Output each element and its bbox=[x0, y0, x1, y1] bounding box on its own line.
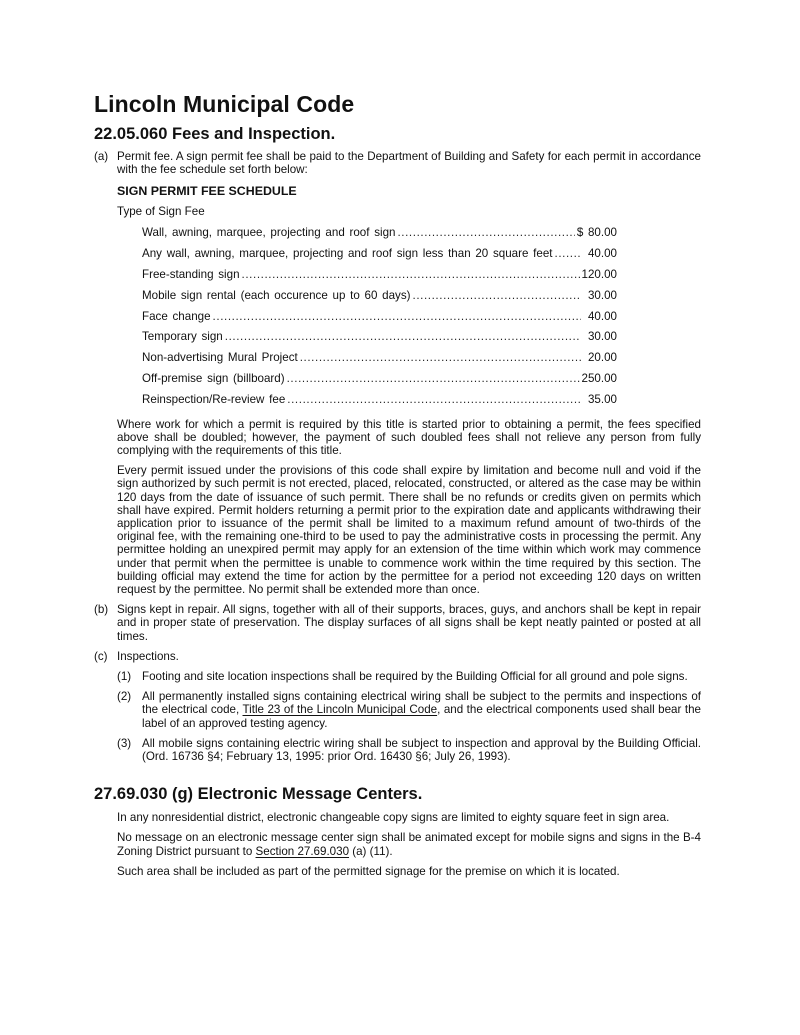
fee-row bbox=[142, 393, 617, 414]
fee-row bbox=[142, 289, 617, 310]
fee-amount: 120.00 bbox=[581, 268, 617, 281]
fee-label: Wall, awning, marquee, projecting and roof sign bbox=[142, 226, 396, 240]
fee-row bbox=[142, 351, 617, 372]
dot-leader bbox=[287, 372, 580, 386]
link-section-27-69-030[interactable]: Section 27.69.030 bbox=[255, 844, 350, 858]
dot-leader bbox=[287, 393, 581, 407]
sub-item-text-before: All permanently installed signs containing electrical wiring shall be subject to the permits and inspections of the electrical code, bbox=[142, 690, 701, 717]
fee-row bbox=[142, 310, 617, 331]
fee-schedule-table bbox=[142, 226, 617, 413]
item-a-permit-fee bbox=[94, 150, 701, 176]
fee-amount: 250.00 bbox=[581, 371, 617, 385]
dot-leader bbox=[300, 351, 581, 365]
fee-amount: 30.00 bbox=[587, 288, 617, 302]
sub-item-3 bbox=[117, 737, 701, 763]
sub-item-text: All mobile signs containing electric wiring shall be subject to inspection and approval by the Building Official. (Ord. 16736 §4; February 13, 1995: prior Ord. 16430 §6; July 26, 1993). bbox=[142, 736, 701, 764]
item-text: Permit fee. A sign permit fee shall be paid to the Department of Building and Safety for each permit in accordance with the fee schedule set forth below: bbox=[117, 150, 701, 177]
paragraph-permit-expiry: Every permit issued under the provisions of this code shall expire by limitation and become null and void if the sign authorized by such permit is not erected, placed, relocated, constructed, or altered as the case may be within 120 days from the date of issuance of such permit. There shall be no refunds or credits given on permits which shall have expired. Permit holders returning a permit prior to the expiration date and applicants withdrawing their application prior to issuance of the permit shall be limited to a maximum refund amount of two-thirds of the original fee, with the remaining one-third to be used to pay the administrative costs in processing the permit. Any permittee holding an unexpired permit may apply for an extension of the time within which work may commence under that permit when the permittee is unable to commence work within the time required by this section. The building official may extend the time for action by the permittee for a period not exceeding 120 days on written request by the permittee. No permit shall be extended more than once. bbox=[117, 464, 701, 597]
sub-item-1 bbox=[117, 670, 701, 683]
fee-label: Non-advertising Mural Project bbox=[142, 351, 298, 365]
fee-label: Reinspection/Re-review fee bbox=[142, 392, 286, 406]
item-marker: (c) bbox=[94, 649, 108, 663]
dot-leader bbox=[413, 289, 582, 303]
fee-label: Mobile sign rental (each occurence up to 60 days) bbox=[142, 288, 411, 302]
fee-amount: 40.00 bbox=[587, 309, 617, 323]
sub-item-marker: (2) bbox=[117, 690, 132, 704]
fee-amount: $ 80.00 bbox=[576, 226, 617, 240]
paragraph-sign-area-limit: In any nonresidential district, electronic changeable copy signs are limited to eighty square feet in sign area. bbox=[117, 811, 670, 825]
link-title-23[interactable]: Title 23 of the Lincoln Municipal Code bbox=[242, 703, 438, 717]
fee-label: Free-standing sign bbox=[142, 268, 240, 281]
item-b-signs-repair bbox=[94, 603, 701, 643]
document-page bbox=[94, 90, 701, 878]
fee-row bbox=[142, 330, 617, 351]
fee-schedule-title: SIGN PERMIT FEE SCHEDULE bbox=[117, 184, 297, 199]
sub-item-marker: (3) bbox=[117, 736, 132, 750]
para-text-before: No message on an electronic message center sign shall be animated except for mobile signs and signs in the B-4 Zoning District pursuant to bbox=[117, 831, 701, 858]
sub-item-text-after: , and the electrical components used shall bear the label of an approved testing agency. bbox=[142, 703, 701, 730]
fee-amount: 40.00 bbox=[587, 247, 617, 261]
paragraph-doubled-fees: Where work for which a permit is required by this title is started prior to obtaining a permit, the fees specified above shall be doubled; however, the payment of such doubled fees shall not relieve any person from fully complying with the requirements of this title. bbox=[117, 417, 701, 457]
fee-amount: 30.00 bbox=[587, 330, 617, 344]
item-marker: (b) bbox=[94, 603, 109, 617]
inspections-sublist bbox=[117, 670, 701, 763]
fee-label: Temporary sign bbox=[142, 330, 223, 344]
sub-item-text: Footing and site location inspections shall be required by the Building Official for all ground and pole signs. bbox=[142, 670, 688, 684]
para-text-after: (a) (11). bbox=[349, 844, 393, 858]
fee-label: Off-premise sign (billboard) bbox=[142, 371, 285, 385]
dot-leader bbox=[555, 247, 582, 261]
paragraph-animation-rule bbox=[117, 831, 701, 857]
item-text: Inspections. bbox=[117, 649, 179, 663]
item-marker: (a) bbox=[94, 150, 109, 163]
fee-schedule-subheading: Type of Sign Fee bbox=[117, 205, 205, 219]
section-heading-fees-inspection: 22.05.060 Fees and Inspection. bbox=[94, 125, 336, 143]
dot-leader bbox=[397, 226, 574, 240]
sub-item-2 bbox=[117, 690, 701, 730]
fee-row bbox=[142, 247, 617, 268]
dot-leader bbox=[225, 330, 581, 344]
section-heading-electronic-message-centers: 27.69.030 (g) Electronic Message Centers. bbox=[94, 785, 423, 804]
fee-row bbox=[142, 372, 617, 393]
paragraph-permitted-signage: Such area shall be included as part of the permitted signage for the premise on which it is located. bbox=[117, 864, 620, 878]
dot-leader bbox=[213, 310, 581, 324]
fee-amount: 20.00 bbox=[587, 351, 617, 365]
dot-leader bbox=[242, 268, 580, 282]
fee-row bbox=[142, 268, 617, 289]
fee-label: Any wall, awning, marquee, projecting and roof sign less than 20 square feet bbox=[142, 247, 553, 261]
document-title: Lincoln Municipal Code bbox=[94, 91, 355, 117]
item-text: Signs kept in repair. All signs, together with all of their supports, braces, guys, and anchors shall be kept in repair and in proper state of preservation. The display surfaces of all signs shall be kept neatly painted or posted at all times. bbox=[117, 603, 701, 643]
fee-label: Face change bbox=[142, 309, 211, 323]
sub-item-marker: (1) bbox=[117, 670, 132, 684]
item-c-inspections bbox=[94, 650, 701, 663]
fee-row bbox=[142, 226, 617, 247]
fee-amount: 35.00 bbox=[587, 392, 617, 406]
